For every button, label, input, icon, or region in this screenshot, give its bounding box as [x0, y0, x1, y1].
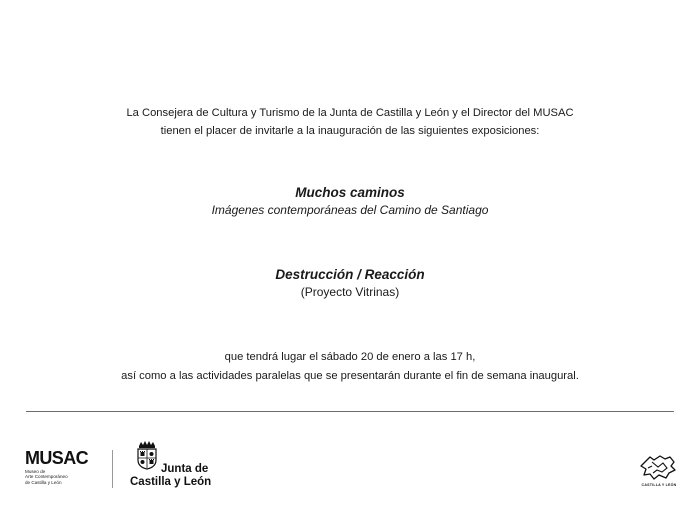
- musac-logo-wordmark: MUSAC: [25, 448, 88, 468]
- exhibition-2: [0, 265, 700, 300]
- exhibition-2-title: Destrucción / Reacción: [275, 267, 425, 282]
- exhibition-1-title: Muchos caminos: [295, 185, 405, 200]
- junta-logo-line-1: Junta de: [161, 463, 209, 475]
- details-line-2: así como a las actividades paralelas que se presentarán durante el fin de semana inaugural.: [121, 370, 579, 382]
- musac-sub-line-3: de Castilla y León: [25, 479, 62, 485]
- intro-line-2: tienen el placer de invitarle a la inauguración de las siguientes exposiciones:: [160, 125, 540, 137]
- footer-divider-line: [26, 411, 674, 412]
- exhibition-2-subtitle: (Proyecto Vitrinas): [300, 285, 400, 299]
- emblem-label: CASTILLA Y LEÓN: [641, 483, 677, 487]
- musac-logo: [25, 449, 88, 485]
- exhibition-1-subtitle: Imágenes contemporáneas del Camino de Santiago: [211, 203, 489, 217]
- coat-of-arms-icon: [136, 440, 158, 470]
- castilla-y-leon-map-icon: [638, 453, 680, 481]
- musac-sub-line-1: Museo de: [25, 469, 46, 474]
- junta-logo-line-2: Castilla y León: [130, 476, 212, 488]
- junta-logo: [130, 440, 220, 492]
- castilla-y-leon-emblem: [638, 453, 680, 489]
- event-details: [0, 348, 700, 386]
- exhibition-1: [0, 183, 700, 218]
- logo-separator: [112, 450, 113, 488]
- invitation-intro: [0, 104, 700, 140]
- musac-logo-subtitle: [25, 469, 88, 485]
- intro-line-1: La Consejera de Cultura y Turismo de la Junta de Castilla y León y el Director del MUSAC: [126, 107, 574, 119]
- details-line-1: que tendrá lugar el sábado 20 de enero a las 17 h,: [224, 351, 476, 363]
- musac-sub-line-2: Arte Contemporáneo: [25, 474, 68, 480]
